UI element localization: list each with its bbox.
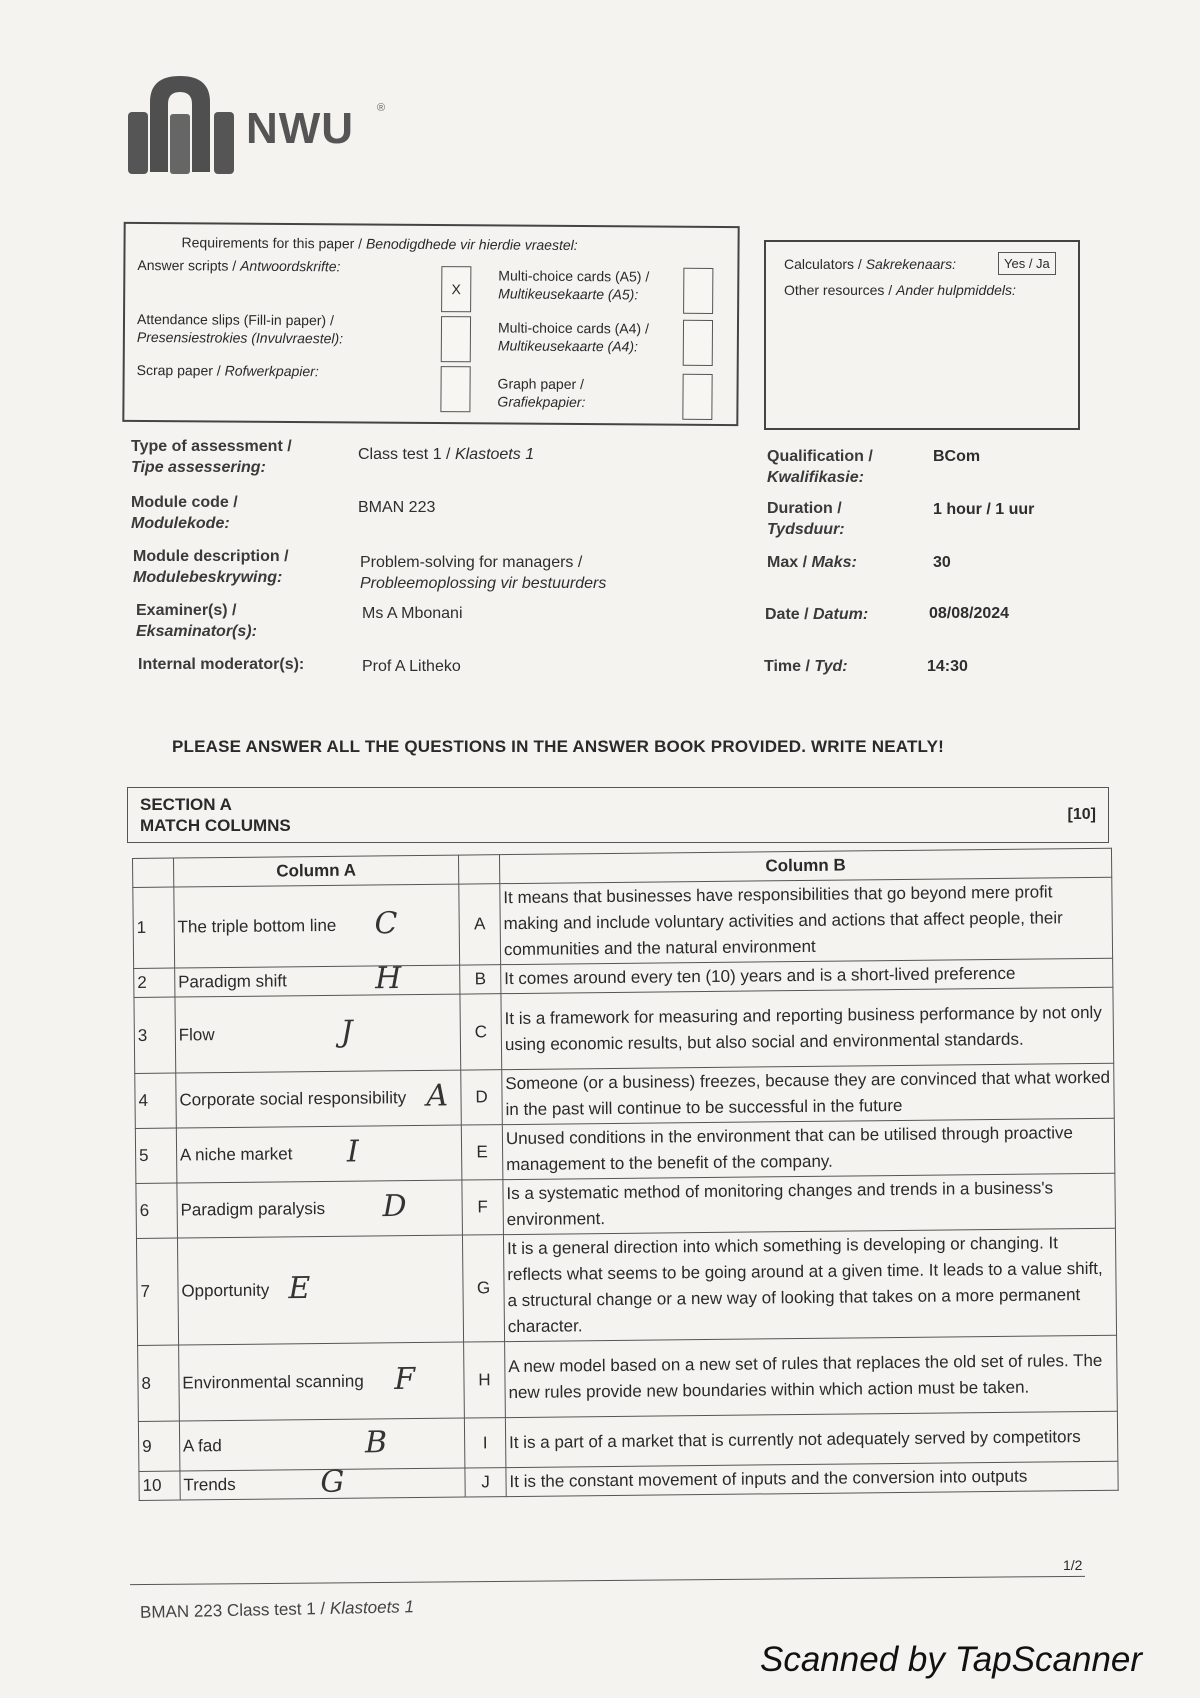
footer-course: BMAN 223 Class test 1 / Klastoets 1 <box>139 1597 415 1622</box>
column-a-term: Paradigm paralysis <box>180 1198 326 1220</box>
column-a-cell <box>174 960 460 997</box>
type-label: Type of assessment / Tipe assessering: <box>131 438 292 476</box>
column-a-cell <box>174 884 460 968</box>
graph-paper-label: Graph paper / Grafiekpapier: <box>497 375 586 411</box>
duration-value: 1 hour / 1 uur <box>933 501 1035 518</box>
handwritten-answer: D <box>382 1188 407 1225</box>
handwritten-answer: I <box>346 1134 359 1170</box>
table-row <box>136 1173 1116 1238</box>
column-b-definition: It is a framework for measuring and reporting business performance by not only using economic results, but also social and environmental standards. <box>501 987 1114 1069</box>
answer-scripts-checkbox[interactable]: X <box>441 266 471 312</box>
time-value: 14:30 <box>927 658 968 675</box>
handwritten-answer: G <box>320 1464 345 1500</box>
calculators-label: Calculators / Sakrekenaars: <box>784 256 956 272</box>
module-desc-label: Module description / Modulebeskrywing: <box>133 548 289 586</box>
row-number: 10 <box>139 1471 180 1500</box>
section-marks: [10] <box>1067 806 1096 823</box>
handwritten-answer: J <box>340 1013 353 1050</box>
date-value: 08/08/2024 <box>929 605 1010 622</box>
column-b-definition: It is the constant movement of inputs and the conversion into outputs <box>506 1461 1118 1496</box>
column-a-cell <box>177 1180 463 1238</box>
column-a-term: Opportunity <box>181 1280 270 1301</box>
column-a-term: A niche market <box>179 1144 293 1165</box>
mc-a4-checkbox[interactable] <box>683 320 713 366</box>
module-code-value: BMAN 223 <box>358 499 436 516</box>
column-a-term: Environmental scanning <box>182 1371 364 1393</box>
column-a-cell <box>175 994 461 1073</box>
table-row <box>136 1228 1116 1345</box>
column-a-term: Trends <box>183 1474 236 1495</box>
column-b-letter: G <box>463 1235 505 1342</box>
scrap-paper-checkbox[interactable] <box>440 366 470 412</box>
column-a-term: Flow <box>178 1024 215 1045</box>
mc-a4-label: Multi-choice cards (A4) / Multikeusekaarte (A4): <box>497 319 649 355</box>
match-columns-table <box>132 848 1119 1501</box>
row-number: 3 <box>134 997 176 1073</box>
attendance-label: Attendance slips (Fill-in paper) / Presensiestrokies (Invulvraestel): <box>136 310 344 347</box>
mc-a5-checkbox[interactable] <box>683 268 713 314</box>
table-row <box>135 1118 1115 1183</box>
moderator-label: Internal moderator(s): <box>138 656 305 673</box>
other-resources-label: Other resources / Ander hulpmiddels: <box>784 282 1016 298</box>
row-number: 4 <box>135 1073 176 1128</box>
section-title: SECTION A MATCH COLUMNS <box>140 795 291 835</box>
column-a-term: Paradigm shift <box>178 971 287 992</box>
column-b-definition: Someone (or a business) freezes, because they are convinced that what worked in the past will continue to be successful in the future <box>502 1063 1115 1124</box>
calculators-box <box>764 240 1080 430</box>
column-b-letter: D <box>461 1070 502 1125</box>
table-row <box>135 1063 1115 1128</box>
answer-scripts-label: Answer scripts / Antwoordskrifte: <box>137 256 341 275</box>
column-b-definition: It means that businesses have responsibilities that go beyond mere profit making and include voluntary activities and actions that affect people, their communities and the natural environment <box>500 877 1113 964</box>
column-a-cell <box>179 1418 465 1471</box>
footer-divider <box>130 1576 1085 1585</box>
attendance-checkbox[interactable] <box>441 316 471 362</box>
max-label: Max / Maks: <box>767 554 857 571</box>
column-a-cell <box>180 1464 466 1500</box>
column-a-term: The triple bottom line <box>177 915 337 937</box>
scrap-paper-label: Scrap paper / Rofwerkpapier: <box>136 361 319 380</box>
column-b-letter: A <box>459 884 501 965</box>
graph-paper-checkbox[interactable] <box>682 374 712 420</box>
handwritten-answer: B <box>364 1424 388 1460</box>
requirements-title: Requirements for this paper / Benodigdhede vir hierdie vraestel: <box>181 234 578 254</box>
examiner-label: Examiner(s) / Eksaminator(s): <box>136 602 257 640</box>
qualification-label: Qualification / Kwalifikasie: <box>767 448 873 486</box>
section-a-header <box>127 787 1109 843</box>
scanner-watermark: Scanned by TapScanner <box>760 1640 1143 1679</box>
row-number: 1 <box>133 887 175 968</box>
examiner-value: Ms A Mbonani <box>362 605 463 622</box>
module-code-label: Module code / Modulekode: <box>131 494 238 532</box>
column-a-cell <box>176 1070 462 1128</box>
handwritten-answer: E <box>288 1270 311 1307</box>
page-number: 1/2 <box>1063 1557 1083 1573</box>
qualification-value: BCom <box>933 448 981 465</box>
column-a-header: Column A <box>173 855 459 887</box>
table-row <box>138 1335 1118 1421</box>
date-label: Date / Datum: <box>765 606 869 623</box>
table-row <box>134 987 1114 1073</box>
row-number: 6 <box>136 1183 177 1238</box>
column-b-definition: It is a part of a market that is currently not adequately served by competitors <box>505 1411 1118 1467</box>
instruction-text: PLEASE ANSWER ALL THE QUESTIONS IN THE ANSWER BOOK PROVIDED. WRITE NEATLY! <box>172 737 944 756</box>
column-a-cell <box>177 1235 463 1345</box>
row-number: 8 <box>138 1345 180 1421</box>
column-b-definition: A new model based on a new set of rules that replaces the old set of rules. The new rules provide new boundaries within which action must be taken. <box>505 1335 1118 1417</box>
row-number: 2 <box>134 968 175 997</box>
module-desc-value: Problem-solving for managers / Probleemoplossing vir bestuurders <box>360 554 607 592</box>
column-b-letter: I <box>465 1418 506 1468</box>
column-b-letter: J <box>465 1468 506 1497</box>
max-value: 30 <box>933 554 951 571</box>
column-b-definition: Is a systematic method of monitoring changes and trends in a business's environment. <box>503 1173 1116 1234</box>
row-number: 5 <box>135 1128 176 1183</box>
duration-label: Duration / Tydsduur: <box>767 500 845 538</box>
column-b-letter: C <box>460 994 502 1070</box>
column-b-header: Column B <box>499 848 1111 883</box>
handwritten-answer: A <box>426 1078 449 1114</box>
column-b-letter: E <box>461 1125 502 1180</box>
column-b-definition: Unused conditions in the environment that can be utilised through proactive management to the benefit of the company. <box>502 1118 1115 1179</box>
type-value: Class test 1 / Klastoets 1 <box>358 446 535 463</box>
column-a-term: Corporate social responsibility <box>179 1088 407 1110</box>
column-a-cell <box>176 1125 462 1183</box>
column-b-definition: It comes around every ten (10) years and is a short-lived preference <box>501 958 1113 993</box>
column-b-definition: It is a general direction into which something is developing or changing. It reflects what seems to be going around at a given time. It leads to a value shift, a structural change or a new way of looking that takes on a more permanent character. <box>503 1228 1116 1341</box>
calculators-value: Yes / Ja <box>998 252 1056 275</box>
mc-a5-label: Multi-choice cards (A5) / Multikeusekaarte (A5): <box>498 267 650 303</box>
time-label: Time / Tyd: <box>764 658 848 675</box>
row-number: 9 <box>138 1421 179 1471</box>
column-a-cell <box>178 1342 464 1421</box>
column-b-letter: F <box>462 1180 503 1235</box>
column-a-term: A fad <box>182 1435 222 1455</box>
handwritten-answer: C <box>374 905 398 942</box>
row-number: 7 <box>136 1238 178 1345</box>
requirements-box <box>122 222 739 426</box>
column-b-letter: B <box>460 965 501 994</box>
column-b-letter: H <box>464 1342 506 1418</box>
handwritten-answer: F <box>394 1361 416 1397</box>
logo-wordmark: NWU <box>246 104 355 153</box>
table-row <box>133 877 1113 968</box>
handwritten-answer: H <box>374 960 402 997</box>
registered-mark: ® <box>377 102 386 114</box>
moderator-value: Prof A Litheko <box>362 658 461 675</box>
